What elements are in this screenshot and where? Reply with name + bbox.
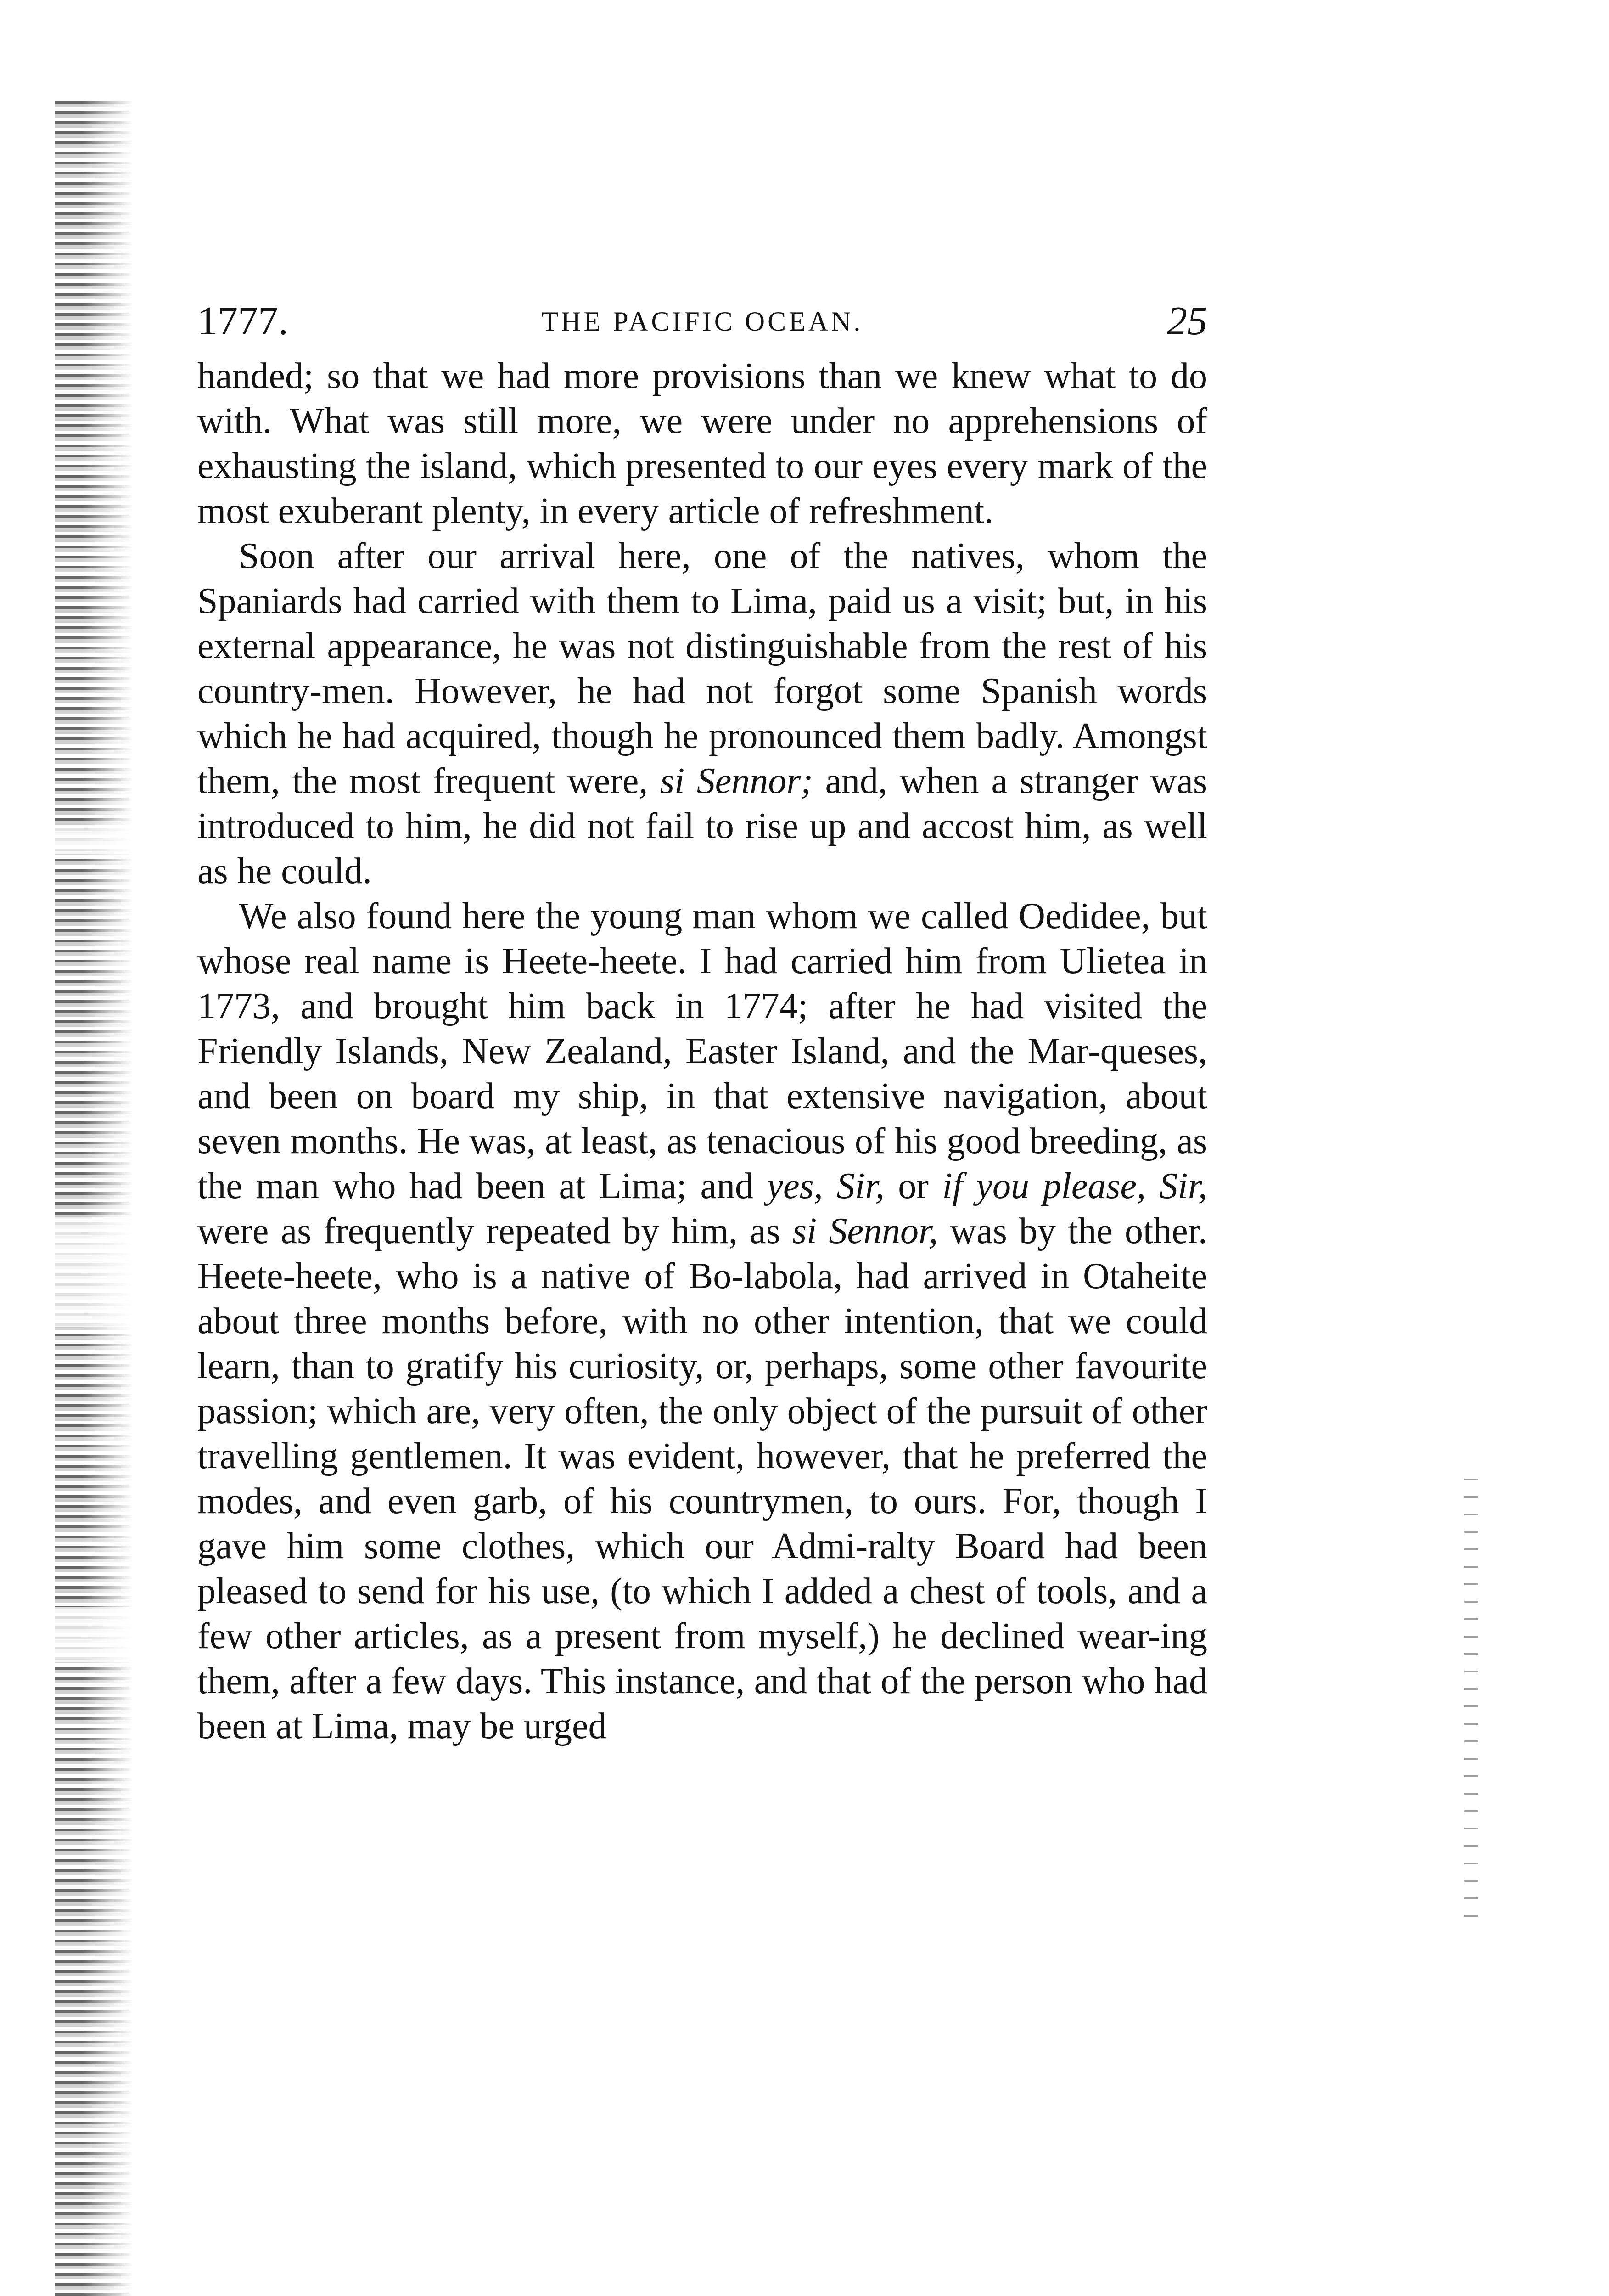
- running-head-year: 1777.: [197, 299, 288, 343]
- paragraph: [197, 894, 1207, 1749]
- scan-gutter-gap: [55, 1607, 138, 1662]
- text-run: was by the other. Heete-heete, who is a native of Bo-labola, had arrived in Otaheite about three months before, with no other intention, that we could learn, than to gratify his curiosity, or, perhaps, some other favourite passion; which are, very often, the only object of the pursuit of other travelling gentlemen. It was evident, however, that he preferred the modes, and even garb, of his countrymen, to ours. For, though I gave him some clothes, which our Admi-ralty Board had been pleased to send for his use, (to which I added a chest of tools, and a few other articles, as a present from myself,) he declined wear-ing them, after a few days. This instance, and that of the person who had been at Lima, may be urged: [197, 1211, 1208, 1746]
- italic-run: si Sennor;: [660, 761, 813, 801]
- text-run: and, when a stranger was introduced to him, he did not fail to rise up and accost him, as well as he could.: [197, 761, 1208, 891]
- text-run: Soon after our arrival here, one of the natives, whom the Spaniards had carried with them to Lima, paid us a visit; but, in his external appearance, he was not distinguishable from the rest of his country-men. However, he had not forgot some Spanish words which he had acquired, though he pronounced them badly. Amongst them, the most frequent were,: [197, 536, 1207, 801]
- italic-run: si Sennor,: [792, 1211, 938, 1251]
- text-run: or: [884, 1166, 942, 1206]
- book-page: [197, 294, 1207, 1749]
- scan-gutter-gap: [55, 1217, 138, 1327]
- text-run: We also found here the young man whom we called Oedidee, but whose real name is Heete-heete. I had carried him from Ulietea in 1773, and brought him back in 1774; after he had visited the Friendly Islands, New Zealand, Easter Island, and the Mar-queses, and been on board my ship, in that extensive navigation, about seven months. He was, at least, as tenacious of his good breeding, as the man who had been at Lima; and: [197, 896, 1207, 1206]
- paragraph: [197, 534, 1207, 894]
- page-number: 25: [1167, 299, 1207, 343]
- scan-margin-marks: [1464, 1479, 1478, 1929]
- scan-gutter-gap: [55, 827, 138, 854]
- scan-gutter-shadow: [55, 101, 133, 2296]
- body-text: [197, 354, 1207, 1749]
- running-head-title: THE PACIFIC OCEAN.: [541, 306, 863, 337]
- running-head: [197, 294, 1207, 349]
- italic-run: yes, Sir,: [767, 1166, 885, 1206]
- paragraph: [197, 354, 1207, 534]
- text-run: were as frequently repeated by him, as: [197, 1211, 792, 1251]
- italic-run: if you please, Sir,: [942, 1166, 1208, 1206]
- text-run: handed; so that we had more provisions than we knew what to do with. What was still more, we were under no apprehensions of exhausting the island, which presented to our eyes every mark of the most exuberant plenty, in every article of refreshment.: [197, 356, 1207, 531]
